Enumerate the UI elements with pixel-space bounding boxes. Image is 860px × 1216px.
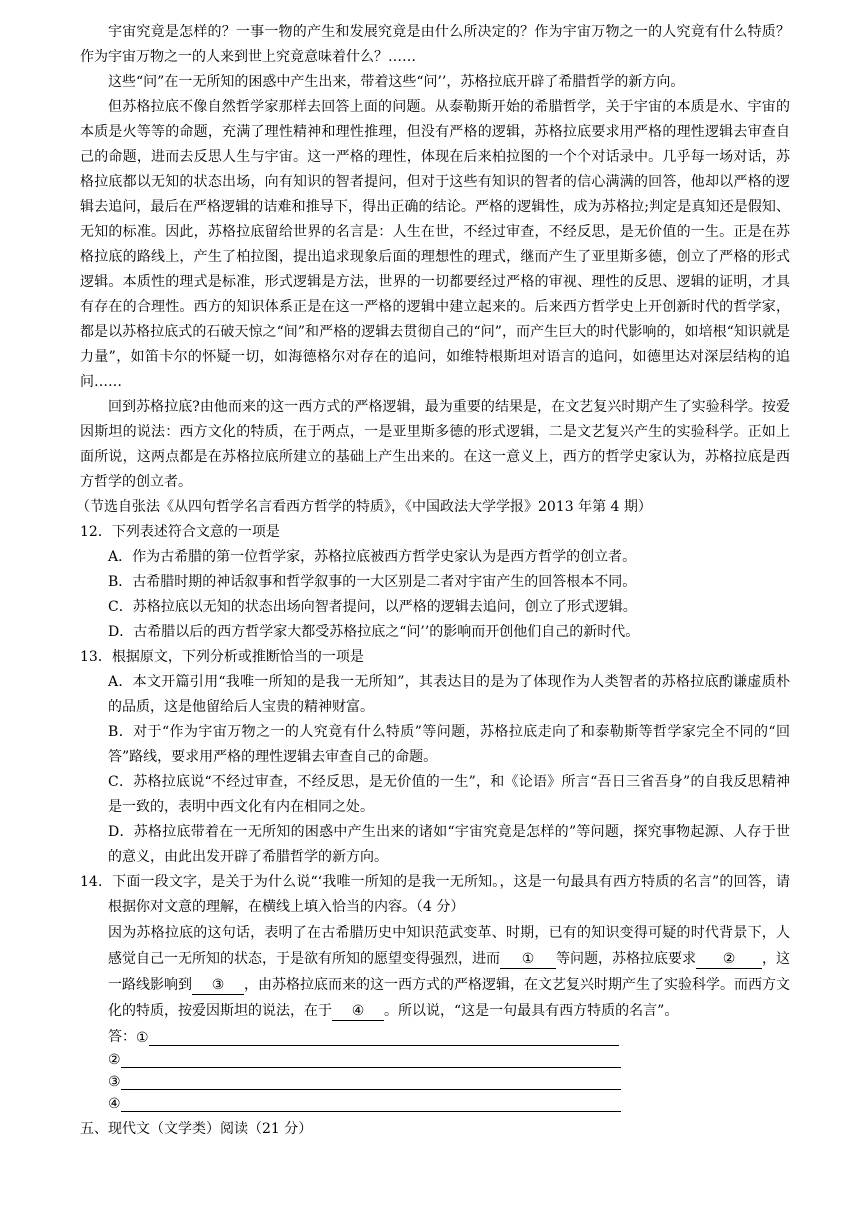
question-12 bbox=[80, 520, 790, 645]
question-14-stem: 14．下面一段文字，是关于为什么说“‘我唯一所知的是我一无所知。，这是一句最具有西方特质的名言”的回答，请根据你对文意的理解，在横线上填入恰当的内容。（4 分） bbox=[80, 874, 790, 915]
passage-paragraph-3: 但苏格拉底不像自然哲学家那样去回答上面的问题。从泰勒斯开始的希腊哲学，关于宇宙的本质是水、宇宙的本质是火等等的命题，充满了理性精神和理性推理，但没有严格的逻辑，苏格拉底要求用严格的理性逻辑去审查自己的命题，进而去反思人生与宇宙。这一严格的理性，体现在后来柏拉图的一个个对话录中。几乎每一场对话，苏格拉底都以无知的状态出场，向有知识的智者提问，但对于这些有知识的智者的信心满满的回答，他却以严格的逻辑去追问，最后在严格逻辑的诘难和推导下，得出正确的结论。严格的逻辑性，成为苏格拉;判定是真知还是假知、无知的标准。因此，苏格拉底留给世界的名言是：人生在世，不经过审查，不经反思，是无价值的一生。正是在苏格拉底的路线上，产生了柏拉图，提出追求现象后面的理想性的理式，继而产生了亚里斯多德，创立了严格的形式逻辑。本质性的理式是标准，形式逻辑是方法，世界的一切都要经过严格的审视、理性的反思、逻辑的证明，才具有存在的合理性。西方的知识体系正是在这一严格的逻辑中建立起来的。后来西方哲学史上开创新时代的哲学家，都是以苏格拉底式的石破天惊之“间”和严格的逻辑去贯彻自己的“问”，而产生巨大的时代影响的，如培根“知识就是力量”，如笛卡尔的怀疑一切，如海德格尔对存在的追问，如维特根斯坦对语言的追问，如德里达对深层结构的追问…… bbox=[80, 99, 790, 390]
answer-line-2-number: ② bbox=[108, 1052, 121, 1068]
question-12-option-a[interactable]: A．作为古希腊的第一位哲学家，苏格拉底被西方哲学史家认为是西方哲学的创立者。 bbox=[108, 549, 637, 565]
fill-text-1: 因为苏格拉底的这句话，表明了在古希腊历史中知识范武变革、时期，已有的知识变得可疑的时代背景下，人感觉自己一无所知的状态，于是欲有所知的愿望变得强烈，进而 bbox=[108, 925, 790, 967]
answer-line-3-rule[interactable] bbox=[121, 1073, 621, 1090]
question-12-option-d[interactable]: D．古希腊以后的西方哲学家大都受苏格拉底之“问’’的影响而开创他们自己的新时代。 bbox=[108, 624, 640, 640]
answer-line-1-rule[interactable] bbox=[149, 1029, 619, 1046]
answer-line-1[interactable] bbox=[108, 1024, 790, 1046]
blank-2[interactable]: ② bbox=[696, 950, 762, 969]
passage-paragraph-2: 这些“问”在一无所知的困惑中产生出来，带着这些“问’’，苏格拉底开辟了希腊哲学的新方向。 bbox=[108, 74, 685, 90]
passage-paragraph-1: 宇宙究竟是怎样的？一事一物的产生和发展究竟是由什么所决定的？作为宇宙万物之一的人究竟有什么特质？作为宇宙万物之一的人来到世上究竟意味着什么？…… bbox=[80, 24, 790, 65]
question-13-option-a[interactable]: A．本文开篇引用“我唯一所知的是我一无所知”，其表达目的是为了体现作为人类智者的苏格拉底酌谦虚质朴的品质，这是他留给后人宝贵的精神财富。 bbox=[108, 674, 790, 715]
question-12-stem: 12．下列表述符合文意的一项是 bbox=[80, 524, 280, 540]
answer-line-4-rule[interactable] bbox=[121, 1095, 621, 1112]
question-13-option-c[interactable]: C．苏格拉底说“不经过审查，不经反思，是无价值的一生”，和《论语》所言“吾日三省吾身”的自我反思精神是一致的，表明中西文化有内在相同之处。 bbox=[108, 774, 790, 815]
question-12-option-c[interactable]: C．苏格拉底以无知的状态出场向智者提问，以严格的逻辑去追问，创立了形式逻辑。 bbox=[108, 599, 637, 615]
blank-1[interactable]: ① bbox=[500, 950, 556, 969]
answer-label: 答： bbox=[108, 1029, 136, 1045]
answer-line-2-rule[interactable] bbox=[121, 1051, 621, 1068]
question-13 bbox=[80, 645, 790, 870]
passage-paragraph-4: 回到苏格拉底?由他而来的这一西方式的严格逻辑，最为重要的结果是，在文艺复兴时期产生了实验科学。按爱因斯坦的说法：西方文化的特质，在于两点，一是亚里斯多德的形式逻辑，二是文艺复兴产生的实验科学。正如上面所说，这两点都是在苏格拉底所建立的基础上产生出来的。在这一意义上，西方的哲学史家认为，苏格拉底是西方哲学的创立者。 bbox=[80, 399, 790, 490]
question-13-option-d[interactable]: D．苏格拉底带着在一无所知的困惑中产生出来的诸如“宇宙究竟是怎样的”等问题，探究事物起源、人存于世的意义，由此出发开辟了希腊哲学的新方向。 bbox=[108, 824, 790, 865]
blank-4[interactable]: ④ bbox=[332, 1002, 384, 1021]
answer-line-4[interactable] bbox=[108, 1090, 790, 1112]
fill-text-5: 。所以说，“这是一句最具有西方特质的名言”。 bbox=[384, 1003, 679, 1019]
question-14-fill-paragraph bbox=[108, 920, 790, 1024]
fill-text-3: ，这一路线影响到 bbox=[108, 951, 790, 993]
answer-line-4-number: ④ bbox=[108, 1096, 121, 1112]
question-12-option-b[interactable]: B．古希腊时期的神话叙事和哲学叙事的一大区别是二者对宇宙产生的回答根本不同。 bbox=[108, 574, 637, 590]
passage-source: （节选自张法《从四句哲学名言看西方哲学的特质》，《中国政法大学学报》2013 年第 4 期） bbox=[76, 499, 652, 515]
answer-line-1-number: ① bbox=[136, 1030, 149, 1046]
section-5-heading: 五、现代文（文学类）阅读（21 分） bbox=[80, 1121, 313, 1137]
fill-text-2: 等问题，苏格拉底要求 bbox=[556, 951, 696, 967]
fill-text-4: ，由苏格拉底而来的这一西方式的严格逻辑，在文艺复兴时期产生了实验科学。而西方文化的特质，按爱因斯坦的说法，在于 bbox=[108, 977, 790, 1019]
answer-line-2[interactable] bbox=[108, 1046, 790, 1068]
answer-line-3-number: ③ bbox=[108, 1074, 121, 1090]
question-13-option-b[interactable]: B．对于“作为宇宙万物之一的人究竟有什么特质”等问题，苏格拉底走向了和泰勒斯等哲学家完全不同的“回答”路线，要求用严格的理性逻辑去审查自己的命题。 bbox=[108, 724, 790, 765]
question-14 bbox=[80, 870, 790, 1112]
answer-line-3[interactable] bbox=[108, 1068, 790, 1090]
question-13-stem: 13．根据原文，下列分析或推断恰当的一项是 bbox=[80, 649, 364, 665]
blank-3[interactable]: ③ bbox=[192, 976, 244, 995]
